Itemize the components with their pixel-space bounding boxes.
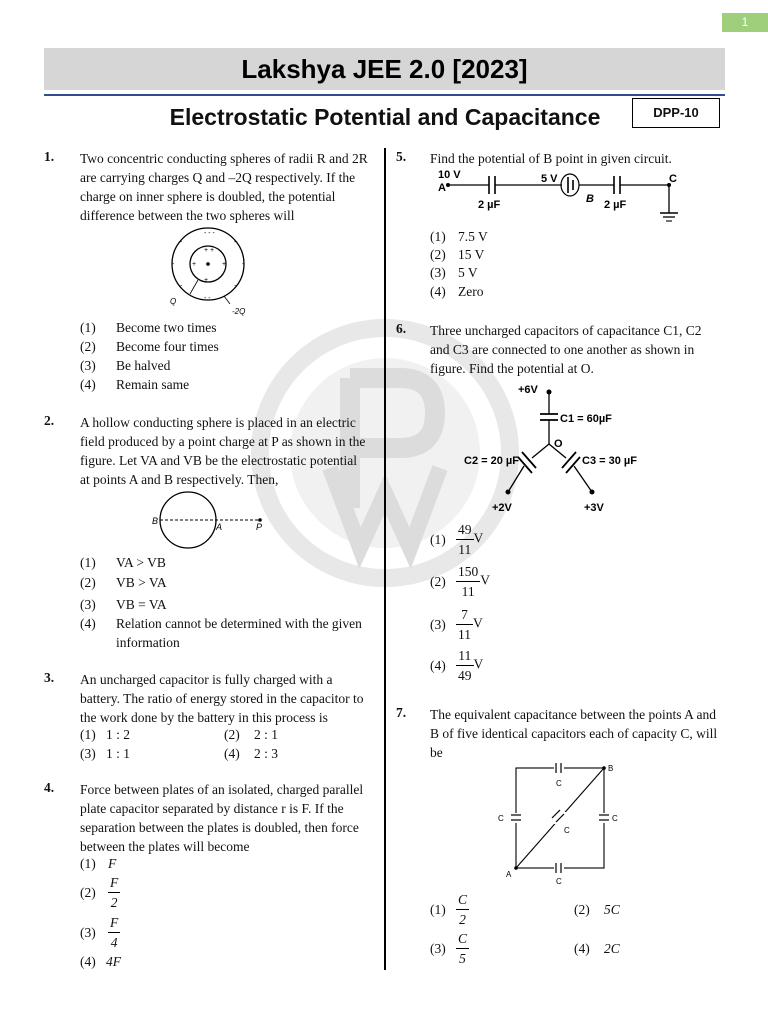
question-number: 1. [44,149,55,164]
question-number: 2. [44,413,55,428]
question-number: 4. [44,780,55,795]
question-text: The equivalent capacitance between the points A and B of five identical capacitors each of capacity C, will be [430,707,718,760]
page-title: Lakshya JEE 2.0 [2023] [241,54,528,84]
option-fraction: $\frac{F}{2}$ [110,875,119,910]
point-a-label: A [506,870,512,879]
option-text: F [108,856,117,871]
option-number: (4) [224,746,240,761]
option-number: (1) [80,555,96,570]
option-number: (3) [430,941,446,956]
option-fraction: $\frac{11}{49}$ V [458,648,484,683]
option-text: Become two times [116,320,217,335]
option-number: (3) [430,265,446,280]
question-number: 7. [396,705,407,720]
option-text: 2 : 1 [254,727,279,742]
series-circuit-figure [434,169,694,227]
svg-text:-: - [180,283,183,290]
option-fraction: $\frac{150}{11}$ V [458,564,490,599]
capacitor-label: C [556,779,562,788]
option-number: (2) [430,247,446,262]
option-text: VB = VA [116,597,167,612]
svg-text:-: - [172,261,175,268]
point-p-label: P [256,522,263,532]
option-number: (1) [80,727,96,742]
option-number: (4) [80,954,96,969]
svg-text:-: - [180,239,183,246]
question-text: Two concentric conducting spheres of radii R and 2R are carrying charges Q and –2Q respectively. If the charge on inner sphere is doubled, the potential difference between the two spheres will [80,151,368,223]
option-number: (4) [430,284,446,299]
option-text: 15 V [458,247,485,262]
option-fraction: $\frac{C}{2}$ [458,892,468,927]
option-number: (1) [430,229,446,244]
option-number: (2) [430,574,446,589]
option-number: (1) [80,856,96,871]
capacitor-label: C [498,814,504,823]
concentric-spheres-figure [160,222,260,318]
option-fraction: $\frac{C}{5}$ [458,931,468,966]
svg-text:+: + [222,261,227,268]
option-fraction: $\frac{F}{4}$ [110,915,119,950]
option-text: Become four times [116,339,219,354]
option-number: (3) [80,746,96,761]
svg-text:-: - [242,261,245,268]
capacitor-label: C [556,877,562,886]
svg-text:+: + [192,261,197,268]
option-text: 4F [106,954,121,969]
hollow-sphere-figure [150,490,272,552]
title-underline [44,94,725,96]
option-number: (4) [80,616,96,631]
option-text: VA > VB [116,555,166,570]
option-number: (3) [430,617,446,632]
option-number: (4) [430,658,446,673]
point-b-label: B [152,516,159,526]
point-a-label: A [216,522,223,532]
question-number: 3. [44,670,55,685]
question-text: An uncharged capacitor is fully charged with a battery. The ratio of energy stored in the capacitor to the work done by the battery in this process is [80,672,364,725]
capacitor-label: C [612,814,618,823]
option-text: 5 V [458,265,478,280]
question-text: Find the potential of B point in given circuit. [430,151,672,166]
option-text: Relation cannot be determined with the given information [116,616,362,650]
page-number: 1 [722,13,768,32]
capacitor-label: C [564,826,570,835]
question-text: A hollow conducting sphere is placed in an electric field produced by a point charge at P as shown in the figure. Let VA and VB be the electrostatic potential at points A and B respectively. Then, [80,415,366,487]
capacitor-bridge-figure [494,760,634,886]
option-number: (3) [80,358,96,373]
point-c-label: C [669,173,677,185]
c1-label: C1 = 60µF [560,413,612,425]
svg-text:+ +: + + [204,247,215,254]
option-number: (2) [80,885,96,900]
voltage-a-label: 10 V [438,169,461,181]
point-b-label: B [586,193,594,205]
option-number: (2) [80,339,96,354]
option-text: Be halved [116,358,171,373]
option-fraction: $\frac{7}{11}$ V [458,607,483,642]
right-voltage-label: +3V [584,502,604,514]
option-text: VB > VA [116,575,167,590]
dpp-badge: DPP-10 [632,98,720,128]
option-number: (3) [80,597,96,612]
capacitor-1-label: 2 µF [478,199,501,211]
c3-label: C3 = 30 µF [582,455,637,467]
option-text: Remain same [116,377,190,392]
option-text: 2C [604,941,620,956]
capacitor-2-label: 2 µF [604,199,627,211]
option-number: (2) [224,727,240,742]
battery-label: 5 V [541,173,558,185]
option-text: 1 : 1 [106,746,131,761]
option-text: Zero [458,284,484,299]
option-number: (1) [430,532,446,547]
question-number: 5. [396,149,407,164]
capacitor-network-figure [462,380,662,516]
option-text: 5C [604,902,620,917]
option-text: 2 : 3 [254,746,279,761]
option-number: (4) [80,377,96,392]
question-text: Three uncharged capacitors of capacitance C1, C2 and C3 are connected to one another as shown in figure. Find the potential at O. [430,323,702,376]
point-a-label: A [438,182,446,194]
title-bar [44,48,725,90]
option-number: (4) [574,941,590,956]
option-number: (2) [574,902,590,917]
node-o-label: O [554,438,563,450]
point-b-label: B [608,764,614,773]
outer-charge-label: -2Q [232,307,246,316]
chapter-title: Electrostatic Potential and Capacitance [169,104,601,130]
svg-text:-: - [234,283,237,290]
svg-text:-: - [234,239,237,246]
inner-charge-label: Q [170,297,177,306]
svg-text:- -: - - [204,295,211,302]
option-fraction: $\frac{49}{11}$ V [458,522,484,557]
option-text: 7.5 V [458,229,488,244]
top-voltage-label: +6V [518,384,538,396]
question-text: Force between plates of an isolated, charged parallel plate capacitor separated by distance r is F. If the separation between the plates is doubled, then force between the plates will become [80,782,364,854]
option-number: (1) [430,902,446,917]
option-text: 1 : 2 [106,727,131,742]
left-voltage-label: +2V [492,502,512,514]
option-number: (2) [80,575,96,590]
option-number: (1) [80,320,96,335]
column-divider [384,148,386,970]
option-number: (3) [80,925,96,940]
svg-text:- - -: - - - [204,230,215,237]
svg-text:+: + [204,277,209,284]
question-number: 6. [396,321,407,336]
c2-label: C2 = 20 µF [464,455,519,467]
